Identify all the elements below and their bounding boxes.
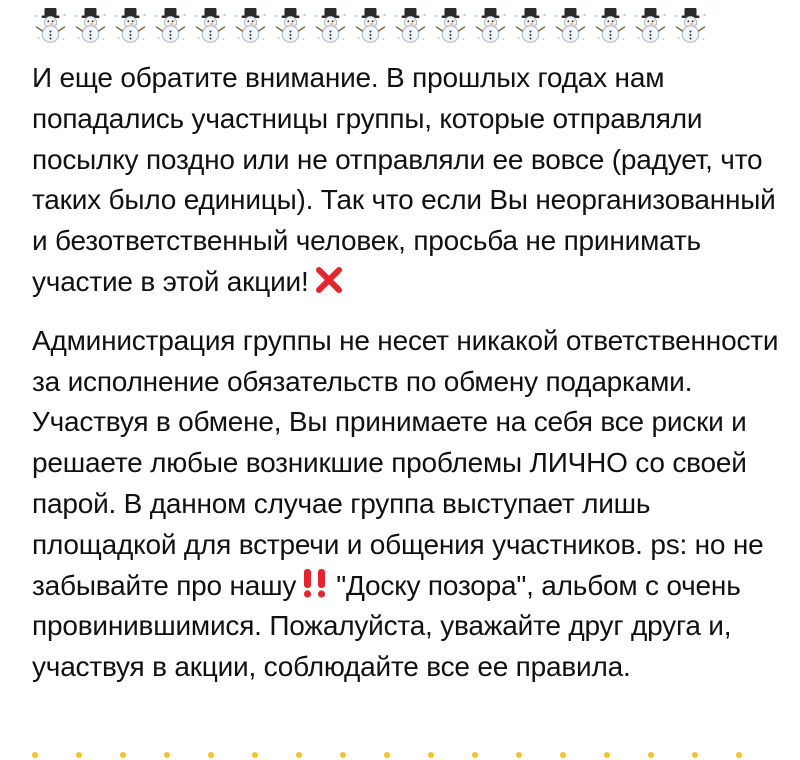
yellow-dot-icon — [736, 752, 742, 758]
yellow-dot-icon — [164, 752, 170, 758]
snowman-icon — [552, 7, 589, 43]
snowman-icon — [512, 7, 549, 43]
double-exclamation-icon — [300, 567, 330, 599]
snowman-emoji-row — [32, 6, 792, 44]
snowman-icon — [392, 7, 429, 43]
red-x-icon — [313, 264, 345, 296]
disclaimer-text-continued: "Доску позора", альбом с очень провинившимися. Пожалуйста, уважайте друг друга и, участвуя в акции, соблюдайте все ее правила. — [32, 569, 741, 683]
yellow-dot-icon — [296, 752, 302, 758]
yellow-dot-icon — [120, 752, 126, 758]
yellow-dot-icon — [472, 752, 478, 758]
yellow-dot-icon — [648, 752, 654, 758]
snowman-icon — [592, 7, 629, 43]
yellow-dot-icon — [32, 752, 38, 758]
snowman-icon — [472, 7, 509, 43]
warning-text: И еще обратите внимание. В прошлых годах нам попадались участницы группы, которые отправляли посылку поздно или не отправляли ее вовсе (радует, что таких было единицы). Так что если Вы неорганизованный и безответственный человек, просьба не принимать участие в этой акции! — [32, 62, 776, 297]
snowman-icon — [152, 7, 189, 43]
yellow-dot-icon — [340, 752, 346, 758]
snowman-icon — [432, 7, 469, 43]
snowman-icon — [312, 7, 349, 43]
yellow-dot-icon — [208, 752, 214, 758]
snowman-icon — [32, 7, 69, 43]
yellow-dot-icon — [252, 752, 258, 758]
warning-paragraph — [32, 58, 792, 303]
yellow-dot-icon — [604, 752, 610, 758]
yellow-dot-icon — [516, 752, 522, 758]
disclaimer-paragraph — [32, 321, 792, 688]
yellow-dot-icon — [384, 752, 390, 758]
yellow-dot-icon — [560, 752, 566, 758]
post-body — [32, 6, 792, 688]
snowman-icon — [672, 7, 709, 43]
snowman-icon — [192, 7, 229, 43]
yellow-dot-icon — [692, 752, 698, 758]
yellow-dot-icon — [428, 752, 434, 758]
snowman-icon — [352, 7, 389, 43]
snowman-icon — [112, 7, 149, 43]
yellow-dot-icon — [76, 752, 82, 758]
snowman-icon — [232, 7, 269, 43]
bottom-dots-row — [32, 752, 742, 758]
snowman-icon — [72, 7, 109, 43]
snowman-icon — [632, 7, 669, 43]
disclaimer-text: Администрация группы не несет никакой ответственности за исполнение обязательств по обмену подарками. Участвуя в обмене, Вы принимаете на себя все риски и решаете любые возникшие проблемы ЛИЧНО со своей парой. В данном случае группа выступает лишь площадкой для встречи и общения участников. ps: но не забывайте про нашу — [32, 324, 779, 601]
snowman-icon — [272, 7, 309, 43]
